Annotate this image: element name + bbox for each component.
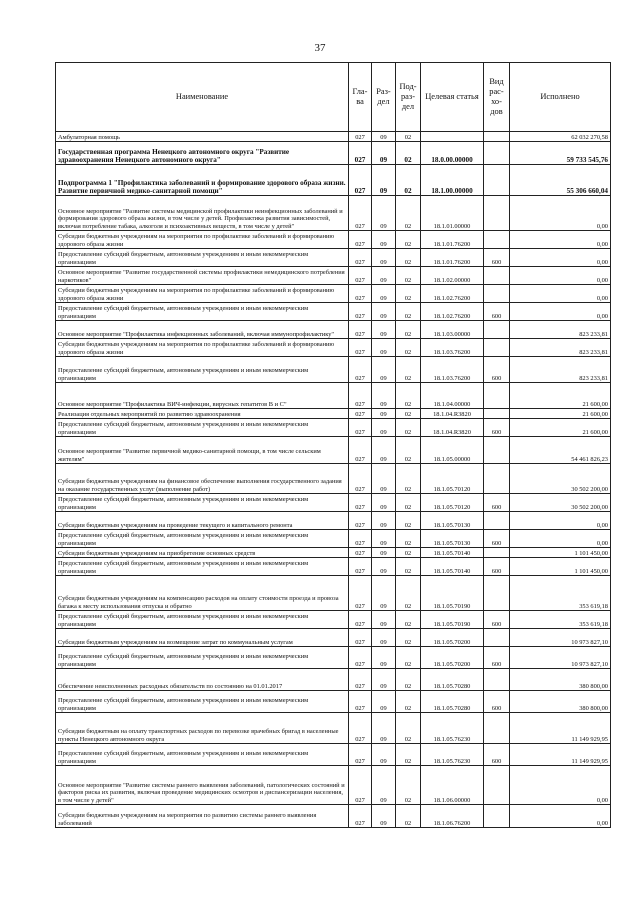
row-expense-type: 600: [484, 744, 510, 766]
row-name: Подпрограмма 1 "Профилактика заболеваний и формирование здорового образа жизни. Развитие первичной медико-санитарной помощи": [56, 165, 349, 196]
header-expense-type: Вид рас-хо-дов: [484, 63, 510, 132]
table-row: [56, 548, 611, 558]
row-chapter: 027: [349, 357, 372, 383]
row-expense-type: [484, 267, 510, 285]
row-section: 09: [372, 357, 396, 383]
row-target-article: 18.1.02.00000: [421, 267, 484, 285]
row-name: Обеспечение неисполненных расходных обязательств по состоянию на 01.01.2017: [56, 669, 349, 691]
row-expense-type: [484, 231, 510, 249]
row-section: 09: [372, 303, 396, 321]
row-executed: 0,00: [510, 267, 611, 285]
row-executed: 62 032 270,58: [510, 132, 611, 142]
table-row: [56, 437, 611, 464]
row-expense-type: [484, 713, 510, 744]
row-section: 09: [372, 285, 396, 303]
row-section: 09: [372, 419, 396, 437]
page-number: 37: [314, 42, 326, 54]
row-name: Субсидии бюджетным учреждениям на компенсацию расходов на оплату стоимости проезда и провоза багажа к месту использования отпуска и обратно: [56, 576, 349, 611]
table-row: [56, 249, 611, 267]
row-executed: 0,00: [510, 303, 611, 321]
row-section: 09: [372, 611, 396, 629]
row-chapter: 027: [349, 321, 372, 339]
row-section: 09: [372, 339, 396, 357]
row-chapter: 027: [349, 383, 372, 409]
row-chapter: 027: [349, 437, 372, 464]
row-chapter: 027: [349, 691, 372, 713]
table-row: [56, 267, 611, 285]
table-row: [56, 744, 611, 766]
row-name: Субсидии бюджетным учреждениям на мероприятия по профилактике заболеваний и формированию здорового образа жизни: [56, 339, 349, 357]
row-chapter: 027: [349, 530, 372, 548]
row-executed: 21 600,00: [510, 383, 611, 409]
row-section: 09: [372, 267, 396, 285]
row-chapter: 027: [349, 548, 372, 558]
row-subsection: 02: [396, 357, 421, 383]
row-name: Основное мероприятие "Развитие государственной системы профилактики немедицинского потребления наркотиков": [56, 267, 349, 285]
row-target-article: 18.1.05.70140: [421, 558, 484, 576]
row-target-article: 18.1.05.70190: [421, 611, 484, 629]
row-expense-type: 600: [484, 249, 510, 267]
row-target-article: 18.1.01.00000: [421, 196, 484, 231]
row-section: 09: [372, 744, 396, 766]
row-executed: 0,00: [510, 530, 611, 548]
table-row: [56, 409, 611, 419]
row-name: Основное мероприятие "Профилактика ВИЧ-инфекции, вирусных гепатитов В и С": [56, 383, 349, 409]
row-executed: 0,00: [510, 249, 611, 267]
row-name: Основное мероприятие "Развитие системы раннего выявления заболеваний, патологических состояний и факторов риска их развития, включая проведение медицинских осмотров и диспансеризации населения, в том числе у детей": [56, 766, 349, 805]
row-subsection: 02: [396, 132, 421, 142]
row-name: Предоставление субсидий бюджетным, автономным учреждениям и иным некоммерческим организациям: [56, 611, 349, 629]
row-expense-type: [484, 196, 510, 231]
row-section: 09: [372, 142, 396, 165]
row-chapter: 027: [349, 512, 372, 530]
row-expense-type: 600: [484, 611, 510, 629]
row-section: 09: [372, 464, 396, 494]
row-executed: 0,00: [510, 512, 611, 530]
row-expense-type: [484, 321, 510, 339]
row-section: 09: [372, 669, 396, 691]
row-target-article: 18.1.05.70140: [421, 548, 484, 558]
row-name: Основное мероприятие "Развитие первичной медико-санитарной помощи, в том числе сельским жителям": [56, 437, 349, 464]
row-target-article: 18.1.00.00000: [421, 165, 484, 196]
header-name: Наименование: [56, 63, 349, 132]
row-chapter: 027: [349, 285, 372, 303]
row-name: Субсидии бюджетным учреждениям на мероприятия по развитию системы раннего выявления заболеваний: [56, 805, 349, 828]
table-row: [56, 285, 611, 303]
table-row: [56, 321, 611, 339]
row-target-article: 18.1.02.76200: [421, 285, 484, 303]
table-row: [56, 512, 611, 530]
row-subsection: 02: [396, 249, 421, 267]
row-name: Амбулаторная помощь: [56, 132, 349, 142]
row-target-article: 18.1.06.00000: [421, 766, 484, 805]
row-executed: 30 502 200,00: [510, 494, 611, 512]
row-subsection: 02: [396, 165, 421, 196]
row-executed: 21 600,00: [510, 409, 611, 419]
row-section: 09: [372, 494, 396, 512]
row-name: Субсидии бюджетным учреждениям на мероприятия по профилактике заболеваний и формированию здорового образа жизни: [56, 231, 349, 249]
row-subsection: 02: [396, 383, 421, 409]
row-chapter: 027: [349, 576, 372, 611]
row-chapter: 027: [349, 142, 372, 165]
row-name: Предоставление субсидий бюджетным, автономным учреждениям и иным некоммерческим организациям: [56, 744, 349, 766]
header-target-article: Целевая статья: [421, 63, 484, 132]
row-subsection: 02: [396, 576, 421, 611]
table-row: [56, 464, 611, 494]
row-chapter: 027: [349, 805, 372, 828]
row-name: Предоставление субсидий бюджетным, автономным учреждениям и иным некоммерческим организациям: [56, 647, 349, 669]
row-executed: 10 973 827,10: [510, 647, 611, 669]
row-subsection: 02: [396, 303, 421, 321]
row-expense-type: [484, 464, 510, 494]
row-chapter: 027: [349, 464, 372, 494]
row-section: 09: [372, 512, 396, 530]
row-chapter: 027: [349, 669, 372, 691]
row-subsection: 02: [396, 419, 421, 437]
row-section: 09: [372, 558, 396, 576]
row-target-article: 18.1.04.00000: [421, 383, 484, 409]
row-section: 09: [372, 713, 396, 744]
row-subsection: 02: [396, 339, 421, 357]
table-row: [56, 196, 611, 231]
row-executed: 0,00: [510, 231, 611, 249]
row-target-article: 18.1.05.70200: [421, 647, 484, 669]
row-chapter: 027: [349, 249, 372, 267]
row-executed: 0,00: [510, 805, 611, 828]
table-row: [56, 530, 611, 548]
row-expense-type: [484, 285, 510, 303]
row-name: Субсидии бюджетным учреждениям на проведение текущего и капитального ремонта: [56, 512, 349, 530]
row-section: 09: [372, 409, 396, 419]
row-subsection: 02: [396, 267, 421, 285]
row-executed: 0,00: [510, 766, 611, 805]
row-expense-type: [484, 766, 510, 805]
table-row: [56, 303, 611, 321]
row-subsection: 02: [396, 558, 421, 576]
row-target-article: 18.1.05.70120: [421, 464, 484, 494]
row-expense-type: [484, 165, 510, 196]
row-target-article: 18.1.03.00000: [421, 321, 484, 339]
row-chapter: 027: [349, 267, 372, 285]
row-target-article: 18.1.05.70280: [421, 669, 484, 691]
row-subsection: 02: [396, 691, 421, 713]
row-executed: 823 233,81: [510, 339, 611, 357]
table-row: [56, 142, 611, 165]
row-target-article: 18.0.00.00000: [421, 142, 484, 165]
table-row: [56, 339, 611, 357]
row-subsection: 02: [396, 437, 421, 464]
row-subsection: 02: [396, 231, 421, 249]
row-chapter: 027: [349, 629, 372, 647]
row-section: 09: [372, 383, 396, 409]
row-expense-type: 600: [484, 647, 510, 669]
row-target-article: 18.1.05.70130: [421, 530, 484, 548]
row-target-article: 18.1.04.R3820: [421, 419, 484, 437]
row-subsection: 02: [396, 321, 421, 339]
row-executed: 59 733 545,76: [510, 142, 611, 165]
row-section: 09: [372, 576, 396, 611]
row-chapter: 027: [349, 339, 372, 357]
row-expense-type: [484, 576, 510, 611]
table-row: [56, 647, 611, 669]
row-section: 09: [372, 231, 396, 249]
row-expense-type: [484, 409, 510, 419]
row-executed: 54 461 826,23: [510, 437, 611, 464]
table-row: [56, 766, 611, 805]
table-row: [56, 805, 611, 828]
row-subsection: 02: [396, 669, 421, 691]
table-row: [56, 558, 611, 576]
row-chapter: 027: [349, 409, 372, 419]
row-expense-type: [484, 548, 510, 558]
row-target-article: 18.1.05.70200: [421, 629, 484, 647]
row-subsection: 02: [396, 494, 421, 512]
row-chapter: 027: [349, 647, 372, 669]
row-target-article: 18.1.03.76200: [421, 339, 484, 357]
row-subsection: 02: [396, 548, 421, 558]
row-subsection: 02: [396, 530, 421, 548]
row-expense-type: [484, 512, 510, 530]
row-executed: 353 619,18: [510, 611, 611, 629]
table-row: [56, 494, 611, 512]
row-name: Основное мероприятие "Профилактика инфекционных заболеваний, включая иммунопрофилактику": [56, 321, 349, 339]
row-chapter: 027: [349, 713, 372, 744]
row-name: Субсидии бюджетным на оплату транспортных расходов по перевозке врачебных бригад в населенные пункты Ненецкого автономного округа: [56, 713, 349, 744]
header-subsection: Под-раз-дел: [396, 63, 421, 132]
row-executed: 0,00: [510, 196, 611, 231]
row-executed: 10 973 827,10: [510, 629, 611, 647]
row-target-article: 18.1.05.76230: [421, 713, 484, 744]
row-executed: 380 800,00: [510, 669, 611, 691]
row-target-article: 18.1.02.76200: [421, 303, 484, 321]
row-name: Субсидии бюджетным учреждениям на возмещение затрат по коммунальным услугам: [56, 629, 349, 647]
row-executed: 380 800,00: [510, 691, 611, 713]
row-executed: 30 502 200,00: [510, 464, 611, 494]
row-section: 09: [372, 437, 396, 464]
row-subsection: 02: [396, 611, 421, 629]
row-executed: 353 619,18: [510, 576, 611, 611]
table-row: [56, 691, 611, 713]
row-chapter: 027: [349, 165, 372, 196]
row-expense-type: [484, 437, 510, 464]
row-subsection: 02: [396, 805, 421, 828]
row-expense-type: [484, 339, 510, 357]
row-target-article: 18.1.01.76200: [421, 249, 484, 267]
row-subsection: 02: [396, 142, 421, 165]
row-expense-type: 600: [484, 530, 510, 548]
row-expense-type: 600: [484, 494, 510, 512]
header-section: Раз-дел: [372, 63, 396, 132]
row-executed: 55 306 660,04: [510, 165, 611, 196]
row-subsection: 02: [396, 713, 421, 744]
header-chapter: Гла-ва: [349, 63, 372, 132]
row-target-article: 18.1.03.76200: [421, 357, 484, 383]
table-body: [56, 132, 611, 828]
table-row: [56, 611, 611, 629]
table-row: [56, 713, 611, 744]
row-section: 09: [372, 805, 396, 828]
row-expense-type: 600: [484, 419, 510, 437]
row-name: Предоставление субсидий бюджетным, автономным учреждениям и иным некоммерческим организациям: [56, 419, 349, 437]
row-executed: 823 233,81: [510, 357, 611, 383]
row-target-article: [421, 132, 484, 142]
row-expense-type: 600: [484, 357, 510, 383]
row-chapter: 027: [349, 766, 372, 805]
row-section: 09: [372, 321, 396, 339]
row-expense-type: [484, 142, 510, 165]
row-section: 09: [372, 629, 396, 647]
row-section: 09: [372, 530, 396, 548]
row-section: 09: [372, 249, 396, 267]
row-name: Предоставление субсидий бюджетным, автономным учреждениям и иным некоммерческим организациям: [56, 530, 349, 548]
table-row: [56, 629, 611, 647]
row-section: 09: [372, 165, 396, 196]
row-executed: 11 149 929,95: [510, 744, 611, 766]
row-chapter: 027: [349, 744, 372, 766]
row-target-article: 18.1.05.70130: [421, 512, 484, 530]
row-subsection: 02: [396, 409, 421, 419]
row-executed: 1 101 450,00: [510, 548, 611, 558]
row-chapter: 027: [349, 494, 372, 512]
row-subsection: 02: [396, 196, 421, 231]
table-row: [56, 357, 611, 383]
row-executed: 823 233,81: [510, 321, 611, 339]
row-name: Предоставление субсидий бюджетным, автономным учреждениям и иным некоммерческим организациям: [56, 357, 349, 383]
table-row: [56, 669, 611, 691]
row-target-article: 18.1.04.R3820: [421, 409, 484, 419]
row-name: Предоставление субсидий бюджетным, автономным учреждениям и иным некоммерческим организациям: [56, 303, 349, 321]
row-chapter: 027: [349, 196, 372, 231]
row-target-article: 18.1.05.70280: [421, 691, 484, 713]
row-name: Государственная программа Ненецкого автономного округа "Развитие здравоохранения Ненецкого автономного округа": [56, 142, 349, 165]
row-subsection: 02: [396, 464, 421, 494]
row-expense-type: 600: [484, 558, 510, 576]
row-section: 09: [372, 691, 396, 713]
row-subsection: 02: [396, 766, 421, 805]
row-executed: 21 600,00: [510, 419, 611, 437]
row-name: Основное мероприятие "Развитие системы медицинской профилактики неинфекционных заболеваний и формирования здорового образа жизни, в том числе у детей. Профилактика развития зависимостей, включая потребление табака, алкоголя и психоактивных веществ, в том числе у детей": [56, 196, 349, 231]
row-executed: 11 149 929,95: [510, 713, 611, 744]
row-section: 09: [372, 766, 396, 805]
row-target-article: 18.1.05.76230: [421, 744, 484, 766]
row-target-article: 18.1.05.70120: [421, 494, 484, 512]
row-name: Предоставление субсидий бюджетным, автономным учреждениям и иным некоммерческим организациям: [56, 691, 349, 713]
row-name: Предоставление субсидий бюджетным, автономным учреждениям и иным некоммерческим организациям: [56, 249, 349, 267]
row-executed: 0,00: [510, 285, 611, 303]
row-name: Предоставление субсидий бюджетным, автономным учреждениям и иным некоммерческим организациям: [56, 558, 349, 576]
budget-table: [55, 62, 611, 828]
table-row: [56, 231, 611, 249]
row-section: 09: [372, 196, 396, 231]
header-executed: Исполнено: [510, 63, 611, 132]
row-expense-type: [484, 132, 510, 142]
table-row: [56, 165, 611, 196]
row-chapter: 027: [349, 558, 372, 576]
row-chapter: 027: [349, 611, 372, 629]
row-chapter: 027: [349, 231, 372, 249]
row-expense-type: 600: [484, 691, 510, 713]
row-expense-type: [484, 629, 510, 647]
row-name: Субсидии бюджетным учреждениям на приобретение основных средств: [56, 548, 349, 558]
row-section: 09: [372, 647, 396, 669]
row-name: Субсидии бюджетным учреждениям на финансовое обеспечение выполнения государственного задания на оказание государственных услуг (выполнение работ): [56, 464, 349, 494]
table-row: [56, 419, 611, 437]
row-name: Предоставление субсидий бюджетным, автономным учреждениям и иным некоммерческим организациям: [56, 494, 349, 512]
row-section: 09: [372, 548, 396, 558]
row-name: Реализация отдельных мероприятий по развитию здравоохранения: [56, 409, 349, 419]
row-target-article: 18.1.01.76200: [421, 231, 484, 249]
row-subsection: 02: [396, 629, 421, 647]
row-name: Субсидии бюджетным учреждениям на мероприятия по профилактике заболеваний и формированию здорового образа жизни: [56, 285, 349, 303]
table-row: [56, 132, 611, 142]
row-expense-type: [484, 383, 510, 409]
row-target-article: 18.1.05.70190: [421, 576, 484, 611]
row-executed: 1 101 450,00: [510, 558, 611, 576]
table-row: [56, 576, 611, 611]
row-section: 09: [372, 132, 396, 142]
table-header-row: [56, 63, 611, 132]
row-subsection: 02: [396, 744, 421, 766]
row-expense-type: [484, 669, 510, 691]
row-subsection: 02: [396, 285, 421, 303]
row-expense-type: [484, 805, 510, 828]
row-subsection: 02: [396, 647, 421, 669]
row-expense-type: 600: [484, 303, 510, 321]
row-subsection: 02: [396, 512, 421, 530]
row-target-article: 18.1.05.00000: [421, 437, 484, 464]
row-chapter: 027: [349, 419, 372, 437]
row-target-article: 18.1.06.76200: [421, 805, 484, 828]
table-row: [56, 383, 611, 409]
row-chapter: 027: [349, 132, 372, 142]
row-chapter: 027: [349, 303, 372, 321]
